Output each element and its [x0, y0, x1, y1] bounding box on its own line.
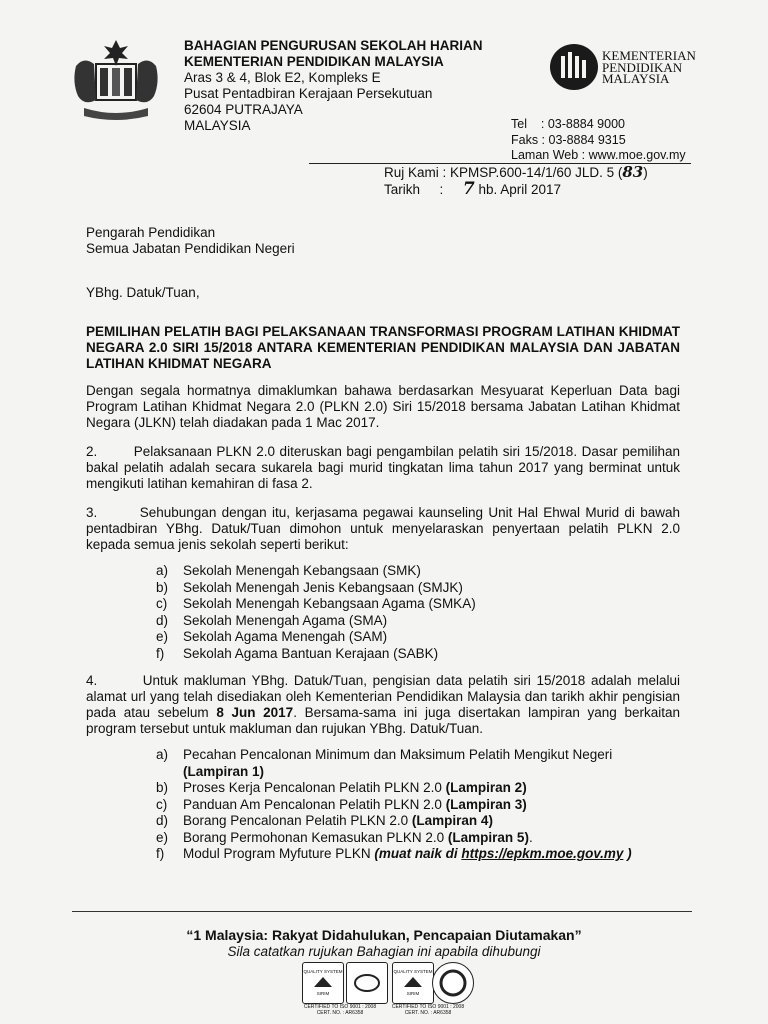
attachment-list: [156, 747, 686, 863]
contact-block: [511, 117, 711, 164]
deadline-date: 8 Jun 2017: [216, 705, 294, 720]
division-name: BAHAGIAN PENGURUSAN SEKOLAH HARIAN: [184, 38, 483, 53]
recipient-line: Pengarah Pendidikan: [86, 225, 216, 240]
salutation: YBhg. Datuk/Tuan,: [86, 285, 200, 300]
moe-logo: [548, 42, 698, 94]
sirim-mark-icon: [402, 975, 424, 989]
website-line: Laman Web : www.moe.gov.my: [511, 148, 686, 162]
coat-of-arms-logo: [66, 36, 166, 124]
paragraph-4: 4. Untuk makluman YBhg. Datuk/Tuan, pengisian data pelatih siri 15/2018 adalah melalui alamat url yang telah disediakan oleh Kementerian Pendidikan Malaysia dan tarikh akhir pengisian pada atau sebelum 8 Jun 2017. Bersama-sama ini juga disertakan lampiran yang berkaitan program tersebut untuk makluman dan rujukan YBhg. Datuk/Tuan.: [86, 673, 684, 736]
list-item: c) Sekolah Menengah Kebangsaan Agama (SMKA): [156, 596, 476, 611]
recipient-line: Semua Jabatan Pendidikan Negeri: [86, 241, 295, 256]
portal-link[interactable]: https://epkm.moe.gov.my: [461, 846, 624, 861]
footer-note: Sila catatkan rujukan Bahagian ini apabila dihubungi: [227, 944, 541, 959]
recipient-block: [86, 225, 486, 257]
date-value: hb. April 2017: [478, 182, 562, 197]
moe-logo-text: PENDIDIKAN: [602, 59, 683, 75]
reference-block: Ruj Kami : KPMSP.600-14/1/60 JLD. 5 (83) Tarikh : 7 hb. April 2017: [384, 163, 648, 199]
tel-line: Tel : 03-8884 9000: [511, 117, 625, 131]
footer-divider: [72, 911, 692, 912]
address-line: Aras 3 & 4, Blok E2, Kompleks E: [184, 70, 381, 85]
paragraph-1: Dengan segala hormatnya dimaklumkan bahawa berdasarkan Mesyuarat Keperluan Data bagi Program Latihan Khidmat Negara 2.0 (PLKN 2.0) Siri 15/2018 bersama Jabatan Latihan Khidmat Negara (JLKN) telah diadakan pada 1 Mac 2017.: [86, 383, 680, 430]
iso-cert-badge: [432, 962, 474, 1004]
iqnet-cert-badge: [346, 962, 388, 1004]
moe-emblem-icon: [548, 42, 600, 92]
moe-logo-text: KEMENTERIAN: [602, 48, 696, 63]
fax-line: Faks : 03-8884 9315: [511, 132, 626, 147]
date-label: Tarikh: [384, 182, 421, 197]
sirim-mark-icon: [312, 975, 334, 989]
sirim-cert-badge: QUALITY SYSTEM SIRIM: [302, 962, 344, 1004]
list-item: f) Modul Program Myfuture PLKN (muat naik di https://epkm.moe.gov.my ): [156, 846, 632, 861]
iso-mark-icon: [438, 968, 468, 998]
school-type-list: [156, 563, 656, 662]
date-handwritten: 7: [462, 179, 475, 199]
list-item: d) Borang Pencalonan Pelatih PLKN 2.0 (Lampiran 4): [156, 813, 493, 828]
list-item: a) Sekolah Menengah Kebangsaan (SMK): [156, 563, 421, 578]
list-item: d) Sekolah Menengah Agama (SMA): [156, 612, 388, 628]
cert-caption: CERTIFIED TO ISO 9001 : 2008 CERT. NO. : AR6358: [303, 1004, 377, 1016]
paragraph-2: 2. Pelaksanaan PLKN 2.0 diteruskan bagi pengambilan pelatih siri 15/2018. Dasar pemilihan bakal pelatih adalah secara sukarela bagi murid tingkatan lima tahun 2017 yang berminat untuk mengikuti latihan kemahiran di fasa 2.: [86, 444, 684, 491]
address-line: MALAYSIA: [184, 118, 251, 133]
list-item: a) Pecahan Pencalonan Minimum dan Maksimum Pelatih Mengikut Negeri (Lampiran 1): [156, 747, 613, 779]
certification-badges: [298, 962, 470, 1018]
list-item: b) Proses Kerja Pencalonan Pelatih PLKN 2.0 (Lampiran 2): [156, 780, 527, 795]
address-line: Pusat Pentadbiran Kerajaan Persekutuan: [184, 86, 433, 101]
list-item: e) Borang Permohonan Kemasukan PLKN 2.0 (Lampiran 5).: [156, 829, 533, 845]
header-org-block: [184, 38, 544, 134]
ministry-name: KEMENTERIAN PENDIDIKAN MALAYSIA: [184, 54, 444, 69]
list-item: b) Sekolah Menengah Jenis Kebangsaan (SMJK): [156, 579, 463, 595]
footer-slogan: “1 Malaysia: Rakyat Didahulukan, Pencapaian Diutamakan”: [186, 927, 582, 943]
list-item: f) Sekolah Agama Bantuan Kerajaan (SABK): [156, 645, 439, 661]
moe-logo-text: MALAYSIA: [602, 71, 670, 86]
iqnet-mark-icon: [353, 973, 381, 993]
address-line: 62604 PUTRAJAYA: [184, 102, 303, 117]
cert-caption: CERTIFIED TO ISO 9001 : 2008 CERT. NO. : AR6358: [391, 1004, 465, 1016]
paragraph-3: 3. Sehubungan dengan itu, kerjasama pegawai kaunseling Unit Hal Ehwal Murid di bawah pentadbiran YBhg. Datuk/Tuan dimohon untuk menyelaraskan penyertaan pelatih PLKN 2.0 kepada semua jenis sekolah seperti berikut:: [86, 505, 684, 552]
reference-number: Ruj Kami : KPMSP.600-14/1/60 JLD. 5 (: [384, 165, 623, 180]
list-item: e) Sekolah Agama Menengah (SAM): [156, 629, 388, 644]
sirim-cert-badge-2: QUALITY SYSTEM SIRIM: [392, 962, 434, 1004]
list-item: c) Panduan Am Pencalonan Pelatih PLKN 2.0 (Lampiran 3): [156, 796, 527, 812]
reference-handwritten: 83: [622, 163, 644, 181]
letter-subject: PEMILIHAN PELATIH BAGI PELAKSANAAN TRANSFORMASI PROGRAM LATIHAN KHIDMAT NEGARA 2.0 SIRI 15/2018 ANTARA KEMENTERIAN PENDIDIKAN MALAYSIA DAN JABATAN LATIHAN KHIDMAT NEGARA: [86, 324, 680, 371]
